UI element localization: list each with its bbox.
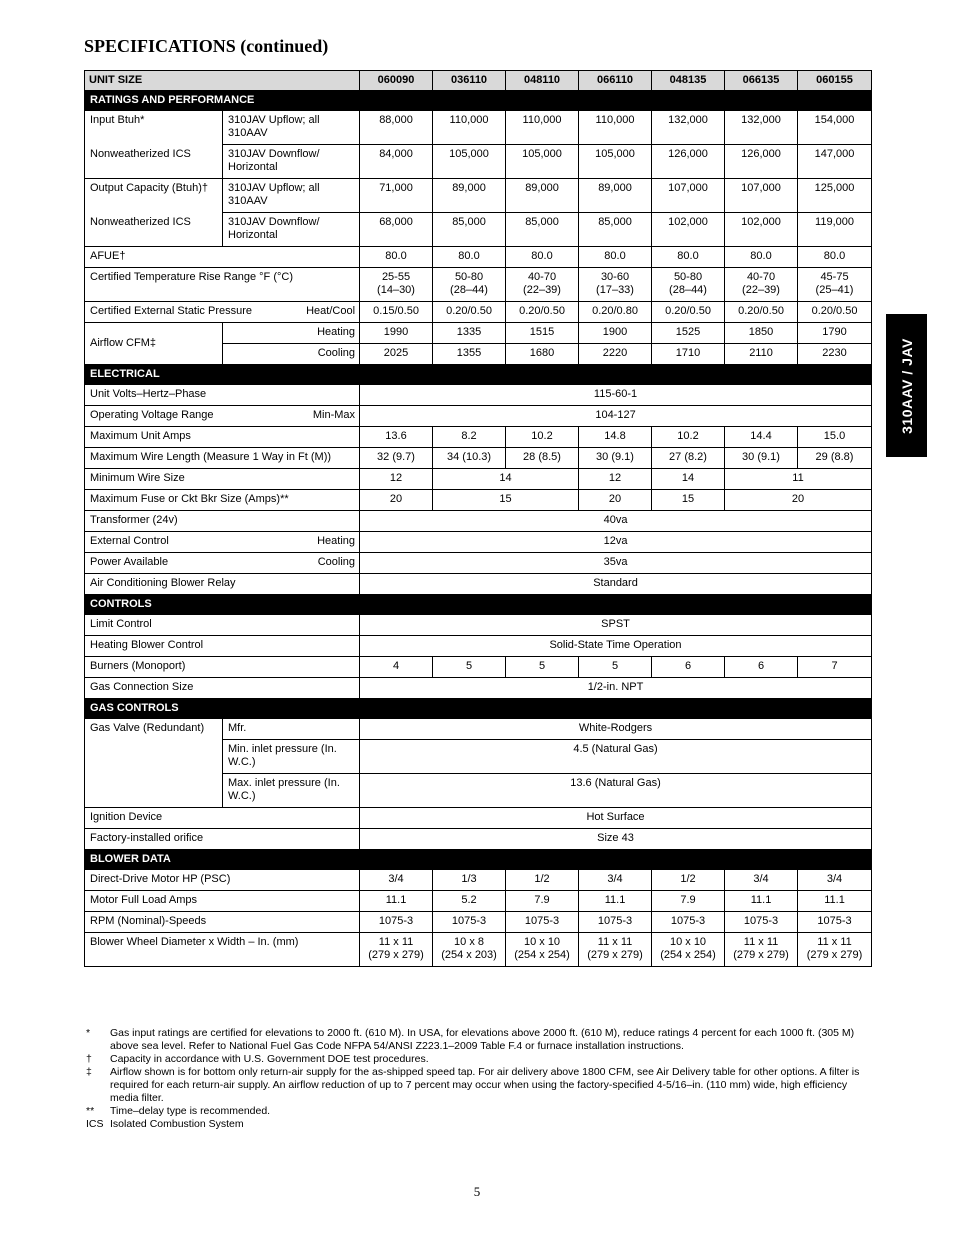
value-cell: 115-60-1: [360, 385, 872, 406]
row-sublabel: 310JAV Downflow/ Horizontal: [223, 213, 360, 247]
value-cell: 102,000: [652, 213, 725, 247]
value-line: 11 x 11: [378, 936, 414, 948]
value-cell: 0.20/0.80: [579, 302, 652, 323]
value-cell: [433, 268, 506, 302]
footnote: [86, 1066, 866, 1105]
value-cell: 132,000: [652, 111, 725, 145]
value-cell: 3/4: [725, 870, 798, 891]
value-cell: 4: [360, 657, 433, 678]
value-cell: 80.0: [360, 247, 433, 268]
value-cell: 89,000: [506, 179, 579, 213]
row-label: Certified Temperature Rise Range °F (°C): [85, 268, 360, 302]
table-row: [85, 699, 872, 719]
value-cell: 2230: [798, 344, 872, 365]
row-label: Direct-Drive Motor HP (PSC): [85, 870, 360, 891]
value-cell: [652, 268, 725, 302]
page-number: 5: [473, 1184, 481, 1199]
value-cell: 35va: [360, 553, 872, 574]
value-line: 40-70: [527, 271, 557, 283]
value-line: (254 x 254): [514, 949, 570, 961]
value-cell: 2110: [725, 344, 798, 365]
table-row: [85, 678, 872, 699]
value-cell: 126,000: [652, 145, 725, 179]
value-cell: 4.5 (Natural Gas): [360, 740, 872, 774]
value-cell: 20: [725, 490, 872, 511]
value-cell: 7.9: [506, 891, 579, 912]
row-label: Nonweatherized ICS: [85, 145, 223, 179]
value-cell: 12va: [360, 532, 872, 553]
value-cell: 20: [579, 490, 652, 511]
value-cell: 10.2: [506, 427, 579, 448]
value-cell: 12: [579, 469, 652, 490]
table-row: [85, 469, 872, 490]
value-line: (254 x 254): [660, 949, 716, 961]
section-header: BLOWER DATA: [85, 850, 872, 870]
table-row: [85, 574, 872, 595]
value-cell: 11: [725, 469, 872, 490]
value-cell: 8.2: [433, 427, 506, 448]
table-row: [85, 615, 872, 636]
value-cell: 1075-3: [798, 912, 872, 933]
value-cell: 125,000: [798, 179, 872, 213]
value-cell: 105,000: [506, 145, 579, 179]
value-line: 11 x 11: [597, 936, 633, 948]
value-cell: 147,000: [798, 145, 872, 179]
value-cell: [506, 268, 579, 302]
label-sub: Heating: [317, 535, 356, 547]
value-cell: 6: [725, 657, 798, 678]
table-row: [85, 365, 872, 385]
value-line: 45-75: [820, 271, 849, 283]
value-cell: 0.15/0.50: [360, 302, 433, 323]
label-text: External Control: [90, 535, 169, 547]
value-line: 40-70: [746, 271, 776, 283]
value-cell: 6: [652, 657, 725, 678]
value-cell: 0.20/0.50: [506, 302, 579, 323]
value-cell: 84,000: [360, 145, 433, 179]
value-cell: 1075-3: [433, 912, 506, 933]
table-row: [85, 385, 872, 406]
footnote-symbol: **: [86, 1105, 95, 1117]
value-cell: 15.0: [798, 427, 872, 448]
value-cell: 1075-3: [506, 912, 579, 933]
value-cell: [360, 268, 433, 302]
value-cell: 14.4: [725, 427, 798, 448]
value-cell: 71,000: [360, 179, 433, 213]
value-cell: 85,000: [579, 213, 652, 247]
value-cell: 14: [652, 469, 725, 490]
value-line: (28–44): [450, 284, 488, 296]
section-header: CONTROLS: [85, 595, 872, 615]
value-cell: 30 (9.1): [579, 448, 652, 469]
value-cell: [506, 933, 579, 967]
row-sublabel: Max. inlet pressure (In. W.C.): [223, 774, 360, 808]
unit-size-header: 066135: [725, 71, 798, 91]
row-label: Input Btuh*: [85, 111, 223, 145]
value-cell: 80.0: [798, 247, 872, 268]
section-header: ELECTRICAL: [85, 365, 872, 385]
value-cell: 13.6 (Natural Gas): [360, 774, 872, 808]
label-sub: Cooling: [317, 347, 356, 359]
row-label: Gas Connection Size: [85, 678, 360, 699]
value-cell: 32 (9.7): [360, 448, 433, 469]
footnote-symbol: †: [86, 1053, 92, 1065]
value-line: 50-80: [673, 271, 703, 283]
table-row: [85, 179, 872, 213]
row-label: Airflow CFM‡: [85, 323, 223, 365]
value-cell: 3/4: [798, 870, 872, 891]
section-header: RATINGS AND PERFORMANCE: [85, 91, 872, 111]
value-cell: 1790: [798, 323, 872, 344]
unit-size-header: 060155: [798, 71, 872, 91]
table-row: [85, 912, 872, 933]
table-row: [85, 595, 872, 615]
value-cell: 14: [433, 469, 579, 490]
value-cell: [360, 933, 433, 967]
side-tab-label: 310AAV / JAV: [898, 337, 915, 434]
footnote: [86, 1118, 866, 1131]
value-cell: 110,000: [433, 111, 506, 145]
value-line: (28–44): [669, 284, 707, 296]
value-cell: 2220: [579, 344, 652, 365]
value-line: 10 x 10: [669, 936, 707, 948]
row-sublabel: [223, 344, 360, 365]
value-cell: 126,000: [725, 145, 798, 179]
value-line: 11 x 11: [817, 936, 852, 948]
table-row: [85, 406, 872, 427]
row-label: Burners (Monoport): [85, 657, 360, 678]
value-cell: White-Rodgers: [360, 719, 872, 740]
value-cell: 1990: [360, 323, 433, 344]
value-cell: 11.1: [360, 891, 433, 912]
value-cell: 27 (8.2): [652, 448, 725, 469]
row-label: Output Capacity (Btuh)†: [85, 179, 223, 213]
value-cell: [798, 268, 872, 302]
row-label: [85, 532, 360, 553]
row-sublabel: Min. inlet pressure (In. W.C.): [223, 740, 360, 774]
value-cell: 1335: [433, 323, 506, 344]
label-sub: Heating: [317, 326, 356, 338]
value-line: 11 x 11: [743, 936, 779, 948]
specifications-body: [85, 71, 872, 967]
value-cell: 5.2: [433, 891, 506, 912]
value-line: (254 x 203): [441, 949, 497, 961]
value-cell: 1710: [652, 344, 725, 365]
row-label: Factory-installed orifice: [85, 829, 360, 850]
value-cell: 7.9: [652, 891, 725, 912]
footnote-symbol: ‡: [86, 1066, 92, 1078]
table-row: [85, 91, 872, 111]
footnote: [86, 1105, 866, 1118]
label-text: Operating Voltage Range: [90, 409, 214, 421]
row-label: Maximum Wire Length (Measure 1 Way in Ft (M)): [85, 448, 360, 469]
value-line: (14–30): [377, 284, 415, 296]
table-row: [85, 268, 872, 302]
footnotes: [86, 1027, 866, 1131]
value-cell: 80.0: [725, 247, 798, 268]
row-label: [85, 302, 360, 323]
value-cell: 1515: [506, 323, 579, 344]
row-label: AFUE†: [85, 247, 360, 268]
value-cell: 14.8: [579, 427, 652, 448]
table-row: [85, 636, 872, 657]
table-row: [85, 111, 872, 145]
value-cell: 15: [433, 490, 579, 511]
value-cell: 13.6: [360, 427, 433, 448]
row-label: [85, 553, 360, 574]
value-cell: 3/4: [360, 870, 433, 891]
value-cell: [579, 268, 652, 302]
value-cell: 12: [360, 469, 433, 490]
footnote-text: Capacity in accordance with U.S. Government DOE test procedures.: [110, 1053, 429, 1065]
value-cell: 1075-3: [360, 912, 433, 933]
table-row: [85, 71, 872, 91]
table-row: [85, 490, 872, 511]
footnote-text: Gas input ratings are certified for elevations to 2000 ft. (610 M). In USA, for elevations above 2000 ft. (610 M), reduce ratings 4 percent for each 1000 ft. (305 M) above sea level. Refer to National Fuel Gas Code NFPA 54/ANSI Z223.1–2009 Table F.4 or furnace installation instructions.: [110, 1027, 855, 1052]
row-label: Motor Full Load Amps: [85, 891, 360, 912]
value-cell: 5: [506, 657, 579, 678]
value-cell: Size 43: [360, 829, 872, 850]
table-row: [85, 427, 872, 448]
table-row: [85, 213, 872, 247]
value-cell: 5: [433, 657, 506, 678]
value-cell: 1680: [506, 344, 579, 365]
row-sublabel: 310JAV Upflow; all 310AAV: [223, 111, 360, 145]
value-cell: 7: [798, 657, 872, 678]
value-cell: 107,000: [652, 179, 725, 213]
value-cell: 89,000: [433, 179, 506, 213]
value-cell: 80.0: [579, 247, 652, 268]
value-cell: 132,000: [725, 111, 798, 145]
table-row: [85, 532, 872, 553]
value-cell: 1525: [652, 323, 725, 344]
value-cell: 5: [579, 657, 652, 678]
value-line: 25-55: [381, 271, 411, 283]
value-cell: 88,000: [360, 111, 433, 145]
value-cell: 105,000: [433, 145, 506, 179]
label-sub: Cooling: [317, 556, 356, 568]
value-cell: 0.20/0.50: [652, 302, 725, 323]
value-cell: 0.20/0.50: [798, 302, 872, 323]
value-cell: 30 (9.1): [725, 448, 798, 469]
row-label: Heating Blower Control: [85, 636, 360, 657]
row-sublabel: 310JAV Downflow/ Horizontal: [223, 145, 360, 179]
value-cell: 105,000: [579, 145, 652, 179]
label-text: Certified External Static Pressure: [90, 305, 253, 317]
unit-size-header: 048135: [652, 71, 725, 91]
value-cell: 110,000: [506, 111, 579, 145]
value-cell: 119,000: [798, 213, 872, 247]
value-cell: 0.20/0.50: [725, 302, 798, 323]
table-row: [85, 719, 872, 740]
row-sublabel: Mfr.: [223, 719, 360, 740]
unit-size-header: 060090: [360, 71, 433, 91]
value-cell: Standard: [360, 574, 872, 595]
footnote-text: Airflow shown is for bottom only return-air supply for the as-shipped speed tap. For air delivery above 1800 CFM, see Air Delivery table for other options. A filter is required for each return-air supply. An airflow reduction of up to 7 percent may occur when using the factory-specified 4-5/16–in. (110 mm) wide, high efficiency media filter.: [110, 1066, 860, 1104]
value-cell: 40va: [360, 511, 872, 532]
value-cell: [725, 933, 798, 967]
value-cell: 1075-3: [725, 912, 798, 933]
value-cell: Hot Surface: [360, 808, 872, 829]
value-cell: 1850: [725, 323, 798, 344]
row-label: Unit Volts–Hertz–Phase: [85, 385, 360, 406]
value-cell: 1900: [579, 323, 652, 344]
value-cell: [433, 933, 506, 967]
footnote-text: Time–delay type is recommended.: [110, 1105, 271, 1117]
value-line: 10 x 10: [523, 936, 561, 948]
row-sublabel: 310JAV Upflow; all 310AAV: [223, 179, 360, 213]
value-cell: 28 (8.5): [506, 448, 579, 469]
value-cell: 20: [360, 490, 433, 511]
value-cell: [579, 933, 652, 967]
value-cell: 1/2: [506, 870, 579, 891]
row-label: Transformer (24v): [85, 511, 360, 532]
value-line: (17–33): [596, 284, 634, 296]
value-line: (279 x 279): [587, 949, 643, 961]
value-cell: [798, 933, 872, 967]
specifications-table: [84, 70, 872, 967]
row-sublabel: [223, 323, 360, 344]
table-row: [85, 870, 872, 891]
value-cell: 1075-3: [652, 912, 725, 933]
value-cell: 85,000: [506, 213, 579, 247]
row-label: Maximum Unit Amps: [85, 427, 360, 448]
footnote-text: Isolated Combustion System: [110, 1118, 244, 1130]
unit-size-header: 066110: [579, 71, 652, 91]
value-line: (25–41): [815, 284, 854, 296]
label-sub: Heat/Cool: [306, 305, 356, 317]
table-row: [85, 323, 872, 344]
row-label: RPM (Nominal)-Speeds: [85, 912, 360, 933]
table-row: [85, 553, 872, 574]
value-cell: 80.0: [652, 247, 725, 268]
value-cell: 1355: [433, 344, 506, 365]
value-cell: 89,000: [579, 179, 652, 213]
value-cell: 15: [652, 490, 725, 511]
value-cell: 107,000: [725, 179, 798, 213]
unit-size-header: 036110: [433, 71, 506, 91]
unit-size-label: UNIT SIZE: [85, 71, 360, 91]
label-text: Power Available: [90, 556, 169, 568]
side-tab: [886, 314, 927, 457]
value-line: (279 x 279): [733, 949, 789, 961]
unit-size-header: 048110: [506, 71, 579, 91]
value-cell: [725, 268, 798, 302]
value-cell: 1/3: [433, 870, 506, 891]
row-label: Blower Wheel Diameter x Width – In. (mm): [85, 933, 360, 967]
row-label: Minimum Wire Size: [85, 469, 360, 490]
row-label: [85, 406, 360, 427]
value-cell: 110,000: [579, 111, 652, 145]
table-row: [85, 247, 872, 268]
value-cell: 80.0: [433, 247, 506, 268]
page-title: SPECIFICATIONS (continued): [84, 36, 329, 56]
value-line: (22–39): [742, 284, 780, 296]
table-row: [85, 145, 872, 179]
value-cell: 104-127: [360, 406, 872, 427]
table-row: [85, 891, 872, 912]
row-label: Limit Control: [85, 615, 360, 636]
value-cell: 34 (10.3): [433, 448, 506, 469]
table-row: [85, 302, 872, 323]
value-cell: 68,000: [360, 213, 433, 247]
value-cell: 85,000: [433, 213, 506, 247]
table-row: [85, 933, 872, 967]
value-cell: 0.20/0.50: [433, 302, 506, 323]
value-cell: 2025: [360, 344, 433, 365]
label-sub: Min-Max: [312, 409, 356, 421]
value-cell: 29 (8.8): [798, 448, 872, 469]
section-header: GAS CONTROLS: [85, 699, 872, 719]
table-row: [85, 511, 872, 532]
value-line: 50-80: [454, 271, 484, 283]
value-cell: 1/2-in. NPT: [360, 678, 872, 699]
value-cell: 11.1: [798, 891, 872, 912]
value-cell: 11.1: [725, 891, 798, 912]
value-cell: 1075-3: [579, 912, 652, 933]
value-cell: SPST: [360, 615, 872, 636]
value-cell: 80.0: [506, 247, 579, 268]
table-row: [85, 657, 872, 678]
value-cell: 154,000: [798, 111, 872, 145]
value-line: 10 x 8: [454, 936, 484, 948]
value-line: (279 x 279): [368, 949, 424, 961]
footnote: [86, 1053, 866, 1066]
value-line: 30-60: [600, 271, 630, 283]
value-cell: 102,000: [725, 213, 798, 247]
footnote-symbol: *: [86, 1027, 91, 1039]
value-line: (22–39): [523, 284, 561, 296]
row-label: Maximum Fuse or Ckt Bkr Size (Amps)**: [85, 490, 360, 511]
value-line: (279 x 279): [806, 949, 863, 961]
value-cell: Solid-State Time Operation: [360, 636, 872, 657]
value-cell: 10.2: [652, 427, 725, 448]
value-cell: [652, 933, 725, 967]
footnote: [86, 1027, 866, 1053]
value-cell: 1/2: [652, 870, 725, 891]
row-label: Gas Valve (Redundant): [85, 719, 223, 808]
table-row: [85, 448, 872, 469]
footnote-symbol: ICS: [86, 1118, 104, 1130]
value-cell: 3/4: [579, 870, 652, 891]
row-label: Air Conditioning Blower Relay: [85, 574, 360, 595]
row-label: Ignition Device: [85, 808, 360, 829]
row-label: Nonweatherized ICS: [85, 213, 223, 247]
table-row: [85, 808, 872, 829]
table-row: [85, 829, 872, 850]
table-row: [85, 850, 872, 870]
value-cell: 11.1: [579, 891, 652, 912]
